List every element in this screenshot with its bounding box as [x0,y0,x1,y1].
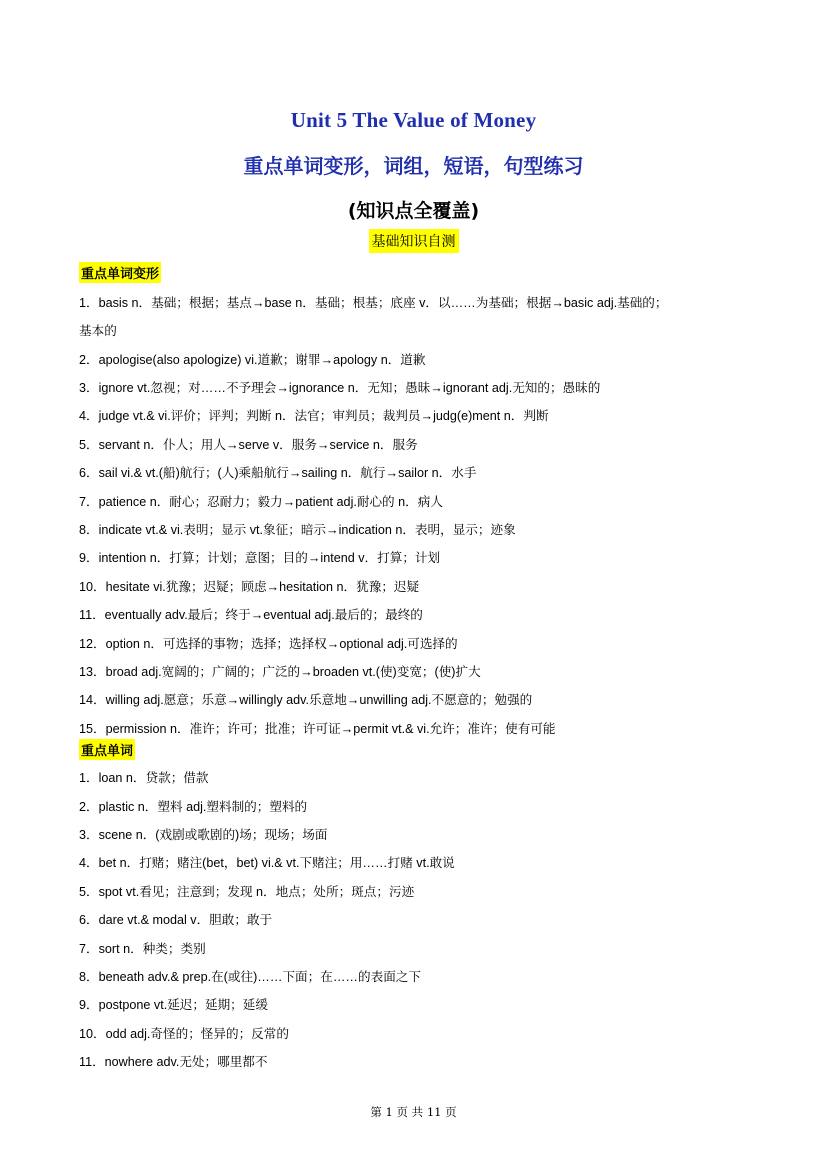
list-item: 9．intention n．打算；计划；意图；目的→intend v．打算；计划 [79,551,441,565]
list-item: 1．loan n．贷款；借款 [79,771,209,785]
list-item: 12．option n．可选择的事物；选择；选择权→optional adj.可选择的 [79,637,458,651]
list-item: 8．beneath adv.& prep.在(或往)……下面；在……的表面之下 [79,970,421,984]
list-item: 9．postpone vt.延迟；延期；延缓 [79,998,268,1012]
list-item: 10．odd adj.奇怪的；怪异的；反常的 [79,1027,289,1041]
list-item: 2．plastic n．塑料 adj.塑料制的；塑料的 [79,800,308,814]
list-item: 13．broad adj.宽阔的；广阔的；广泛的→broaden vt.(使)变宽；(使)扩大 [79,665,481,679]
list-item: 8．indicate vt.& vi.表明；显示 vt.象征；暗示→indication n．表明，显示；迹象 [79,523,516,537]
page-footer: 第 1 页 共 11 页 [370,1105,457,1119]
list-item: 4．bet n．打赌；赌注(bet，bet) vi.& vt.下赌注；用……打赌 vt.敢说 [79,856,455,870]
list-item: 5．spot vt.看见；注意到；发现 n．地点；处所；斑点；污迹 [79,885,415,899]
list-item: 11．eventually adv.最后；终于→eventual adj.最后的；最终的 [79,608,423,622]
section-heading-key-words: 重点单词 [79,739,135,760]
section-badge: 基础知识自测 [369,229,459,253]
list-item: 7．patience n．耐心；忍耐力；毅力→patient adj.耐心的 n．病人 [79,495,443,509]
list-item: 1．basis n．基础；根据；基点→base n．基础；根基；底座 v．以……为基础；根据→basic adj.基础的； [79,296,668,310]
list-item: 15．permission n．准许；许可；批准；许可证→permit vt.& vi.允许；准许；使有可能 [79,722,556,736]
unit-title: Unit 5 The Value of Money [290,108,537,132]
list-item: 11．nowhere adv.无处；哪里都不 [79,1055,268,1069]
list-item: 7．sort n．种类；类别 [79,942,206,956]
list-item: 2．apologise(also apologize) vi.道歉；谢罪→apology n．道歉 [79,353,426,367]
list-item: 3．ignore vt.忽视；对……不予理会→ignorance n．无知；愚昧→ignorant adj.无知的；愚昧的 [79,381,601,395]
list-item: 3．scene n．(戏剧或歌剧的)场；现场；场面 [79,828,328,842]
badge-row [0,229,827,253]
list-item: 6．dare vt.& modal v．胆敢；敢于 [79,913,273,927]
section-heading-word-forms: 重点单词变形 [79,262,161,283]
list-item: 6．sail vi.& vt.(船)航行；(人)乘船航行→sailing n．航行→sailor n．水手 [79,466,477,480]
list-item-continuation: 基本的 [79,324,117,338]
chinese-title: 重点单词变形，词组，短语，句型练习 [243,154,584,178]
list-item: 14．willing adj.愿意；乐意→willingly adv.乐意地→unwilling adj.不愿意的；勉强的 [79,693,533,707]
subtitle: (知识点全覆盖) [347,200,480,222]
list-item: 4．judge vt.& vi.评价；评判；判断 n．法官；审判员；裁判员→judg(e)ment n．判断 [79,409,549,423]
list-item: 10．hesitate vi.犹豫；迟疑；顾虑→hesitation n．犹豫；迟疑 [79,580,420,594]
list-item: 5．servant n．仆人；用人→serve v．服务→service n．服务 [79,438,418,452]
